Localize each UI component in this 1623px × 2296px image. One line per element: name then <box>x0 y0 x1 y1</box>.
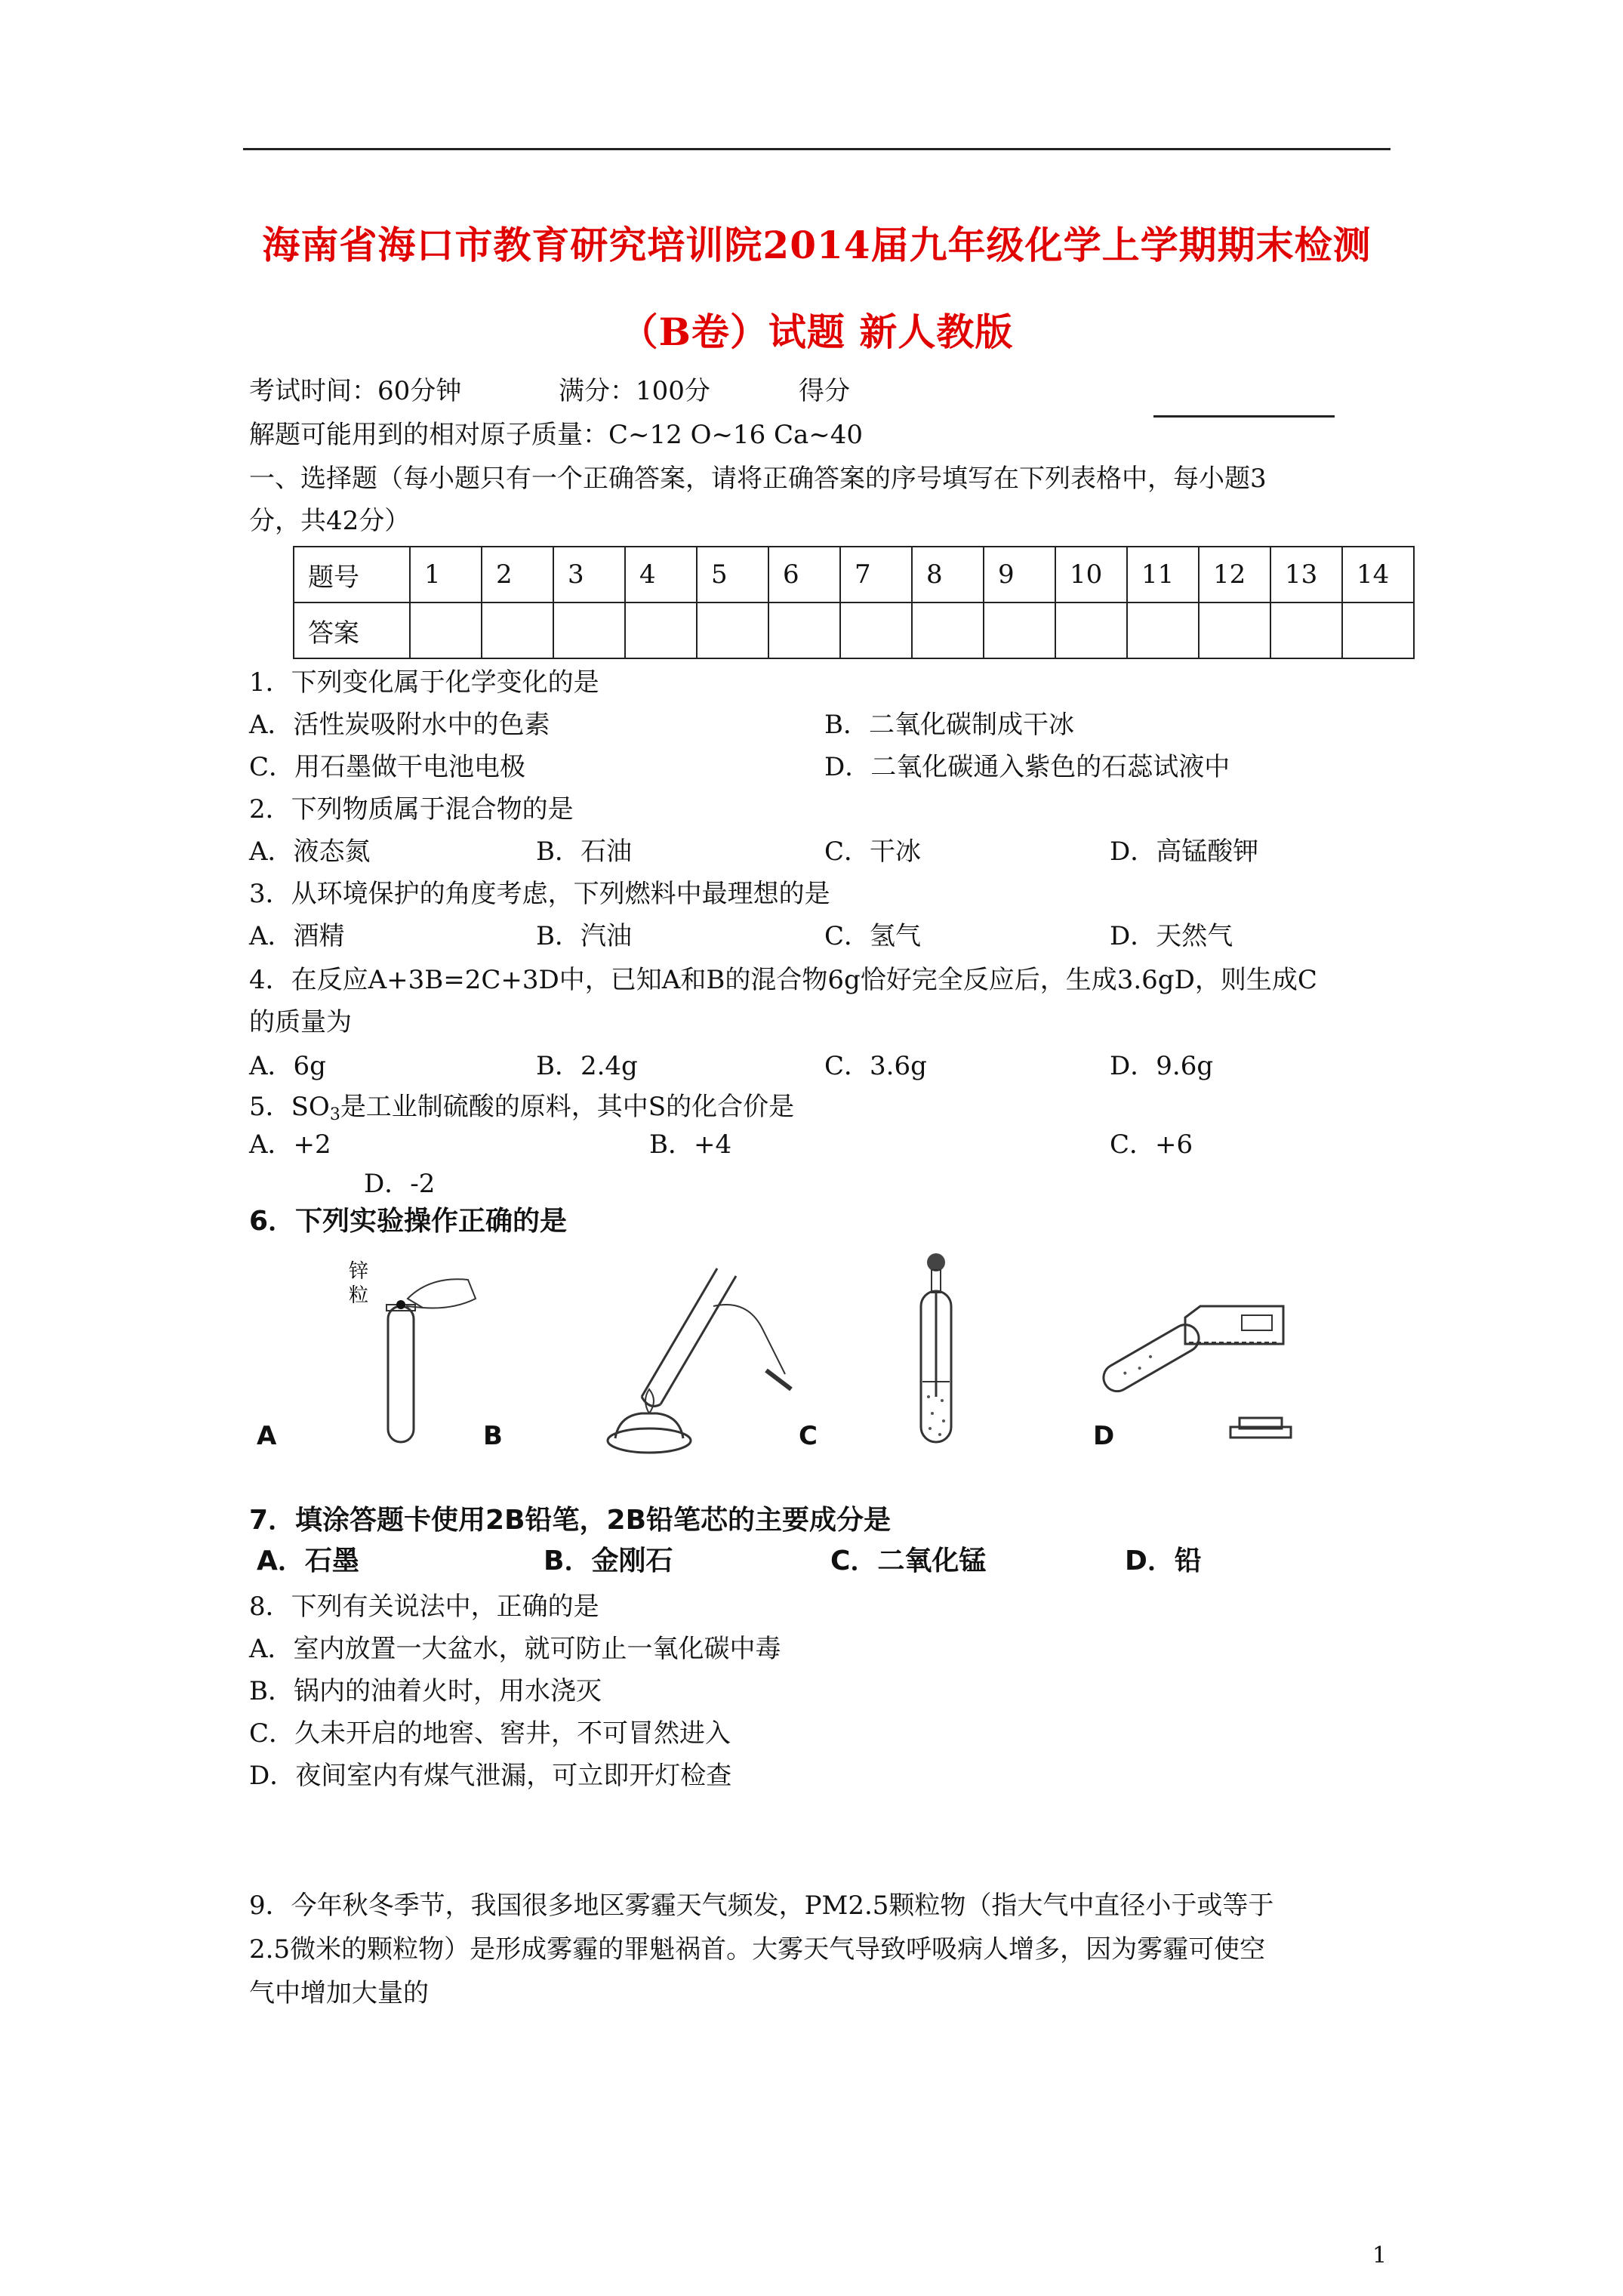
atomic-mass: 解题可能用到的相对原子质量：C~12 O~16 Ca~40 <box>249 420 864 450</box>
q5-stem-sub: 3 <box>329 1105 340 1124</box>
zinc-label-1: 锌 <box>349 1260 369 1283</box>
fig-label-d: D <box>1093 1421 1115 1451</box>
q1-option-b: B．二氧化碳制成干冰 <box>824 710 1074 740</box>
table-cell: 9 <box>984 547 1055 603</box>
table-cell: 7 <box>840 547 912 603</box>
q2-stem: 2．下列物质属于混合物的是 <box>249 794 574 824</box>
section1-heading-2: 分，共42分） <box>249 506 411 536</box>
table-cell: 3 <box>553 547 625 603</box>
table-cell: 10 <box>1055 547 1127 603</box>
answer-cell[interactable] <box>1127 603 1199 658</box>
q4-stem-2: 的质量为 <box>249 1007 352 1037</box>
q1-stem: 1．下列变化属于化学变化的是 <box>249 667 599 698</box>
answer-cell[interactable] <box>625 603 697 658</box>
q8-option-d: D．夜间室内有煤气泄漏，可立即开灯检查 <box>249 1761 732 1791</box>
q7-stem: 7．填涂答题卡使用2B铅笔，2B铅笔芯的主要成分是 <box>249 1505 892 1536</box>
q2-option-c: C．干冰 <box>824 837 922 867</box>
q1-option-c: C．用石墨做干电池电极 <box>249 752 526 782</box>
q3-stem: 3．从环境保护的角度考虑，下列燃料中最理想的是 <box>249 879 830 909</box>
table-cell: 1 <box>410 547 482 603</box>
answer-cell[interactable] <box>1199 603 1270 658</box>
full-score: 满分：100分 <box>559 376 710 406</box>
q3-option-c: C．氢气 <box>824 921 922 951</box>
title-line-1: 海南省海口市教育研究培训院2014届九年级化学上学期期末检测 <box>262 223 1372 267</box>
fig-d-pouring-liquid <box>1095 1246 1321 1457</box>
q4-stem-1: 4．在反应A+3B=2C+3D中，已知A和B的混合物6g恰好完全反应后，生成3.6gD，则生成C <box>249 965 1317 995</box>
answer-cell[interactable] <box>912 603 984 658</box>
fig-label-b: B <box>483 1421 503 1451</box>
fig-label-a: A <box>257 1421 277 1451</box>
table-head-answer: 答案 <box>294 603 410 658</box>
q4-option-b: B．2.4g <box>536 1051 638 1081</box>
answer-cell[interactable] <box>984 603 1055 658</box>
q5-stem <box>249 1092 794 1130</box>
q8-stem: 8．下列有关说法中，正确的是 <box>249 1592 599 1622</box>
q8-option-c: C．久未开启的地窖、窖井，不可冒然进入 <box>249 1718 731 1749</box>
answer-cell[interactable] <box>410 603 482 658</box>
q9-line-1: 9．今年秋冬季节，我国很多地区雾霾天气频发，PM2.5颗粒物（指大气中直径小于或等于 <box>249 1891 1274 1921</box>
section1-heading-1: 一、选择题（每小题只有一个正确答案，请将正确答案的序号填写在下列表格中，每小题3 <box>249 464 1267 494</box>
answer-cell[interactable] <box>1342 603 1414 658</box>
table-row <box>294 547 1414 603</box>
q3-option-a: A．酒精 <box>249 921 345 951</box>
q5-option-a: A．+2 <box>249 1130 331 1160</box>
q6-stem: 6．下列实验操作正确的是 <box>249 1206 568 1237</box>
fig-a-test-tube-zinc <box>340 1246 491 1457</box>
table-row <box>294 603 1414 658</box>
q4-option-a: A．6g <box>249 1051 326 1081</box>
table-head-number: 题号 <box>294 547 410 603</box>
score-label: 得分 <box>799 376 850 406</box>
q5-option-d: D．-2 <box>364 1169 436 1199</box>
q2-option-d: D．高锰酸钾 <box>1110 837 1259 867</box>
table-cell: 4 <box>625 547 697 603</box>
q5-stem-pre: 5．SO <box>249 1092 330 1122</box>
answer-cell[interactable] <box>768 603 840 658</box>
q2-option-b: B．石油 <box>536 837 632 867</box>
q5-stem-post: 是工业制硫酸的原料，其中S的化合价是 <box>340 1092 795 1122</box>
answer-cell[interactable] <box>482 603 553 658</box>
fig-label-c: C <box>799 1421 818 1451</box>
table-cell: 12 <box>1199 547 1270 603</box>
table-cell: 6 <box>768 547 840 603</box>
q1-option-d: D．二氧化碳通入紫色的石蕊试液中 <box>824 752 1230 782</box>
table-cell: 14 <box>1342 547 1414 603</box>
answer-table <box>293 546 1415 659</box>
table-cell: 5 <box>697 547 768 603</box>
q7-option-a: A．石墨 <box>257 1546 359 1576</box>
q5-option-b: B．+4 <box>649 1130 732 1160</box>
fig-c-dropper-tube <box>898 1246 989 1457</box>
title-line-2: （B卷）试题 新人教版 <box>620 310 1014 354</box>
answer-cell[interactable] <box>1270 603 1342 658</box>
table-cell: 2 <box>482 547 553 603</box>
q3-option-b: B．汽油 <box>536 921 632 951</box>
q7-option-d: D．铅 <box>1125 1546 1202 1576</box>
q8-option-a: A．室内放置一大盆水，就可防止一氧化碳中毒 <box>249 1634 781 1664</box>
q5-option-c: C．+6 <box>1110 1130 1193 1160</box>
table-cell: 13 <box>1270 547 1342 603</box>
top-rule <box>243 148 1390 150</box>
answer-cell[interactable] <box>553 603 625 658</box>
answer-cell[interactable] <box>697 603 768 658</box>
exam-time: 考试时间：60分钟 <box>249 376 462 406</box>
page-number: 1 <box>1372 2242 1387 2269</box>
q7-option-c: C．二氧化锰 <box>830 1546 987 1576</box>
fig-b-heating-tube <box>589 1246 800 1457</box>
answer-cell[interactable] <box>1055 603 1127 658</box>
q1-option-a: A．活性炭吸附水中的色素 <box>249 710 550 740</box>
q4-option-c: C．3.6g <box>824 1051 927 1081</box>
q7-option-b: B．金刚石 <box>544 1546 673 1576</box>
q9-line-3: 气中增加大量的 <box>249 1978 429 2008</box>
zinc-label-2: 粒 <box>349 1284 369 1307</box>
table-cell: 8 <box>912 547 984 603</box>
q9-line-2: 2.5微米的颗粒物）是形成雾霾的罪魁祸首。大雾天气导致呼吸病人增多，因为雾霾可使空 <box>249 1934 1266 1965</box>
q3-option-d: D．天然气 <box>1110 921 1233 951</box>
table-cell: 11 <box>1127 547 1199 603</box>
score-blank <box>1153 415 1335 418</box>
q8-option-b: B．锅内的油着火时，用水浇灭 <box>249 1676 602 1706</box>
q2-option-a: A．液态氮 <box>249 837 371 867</box>
q4-option-d: D．9.6g <box>1110 1051 1214 1081</box>
answer-cell[interactable] <box>840 603 912 658</box>
